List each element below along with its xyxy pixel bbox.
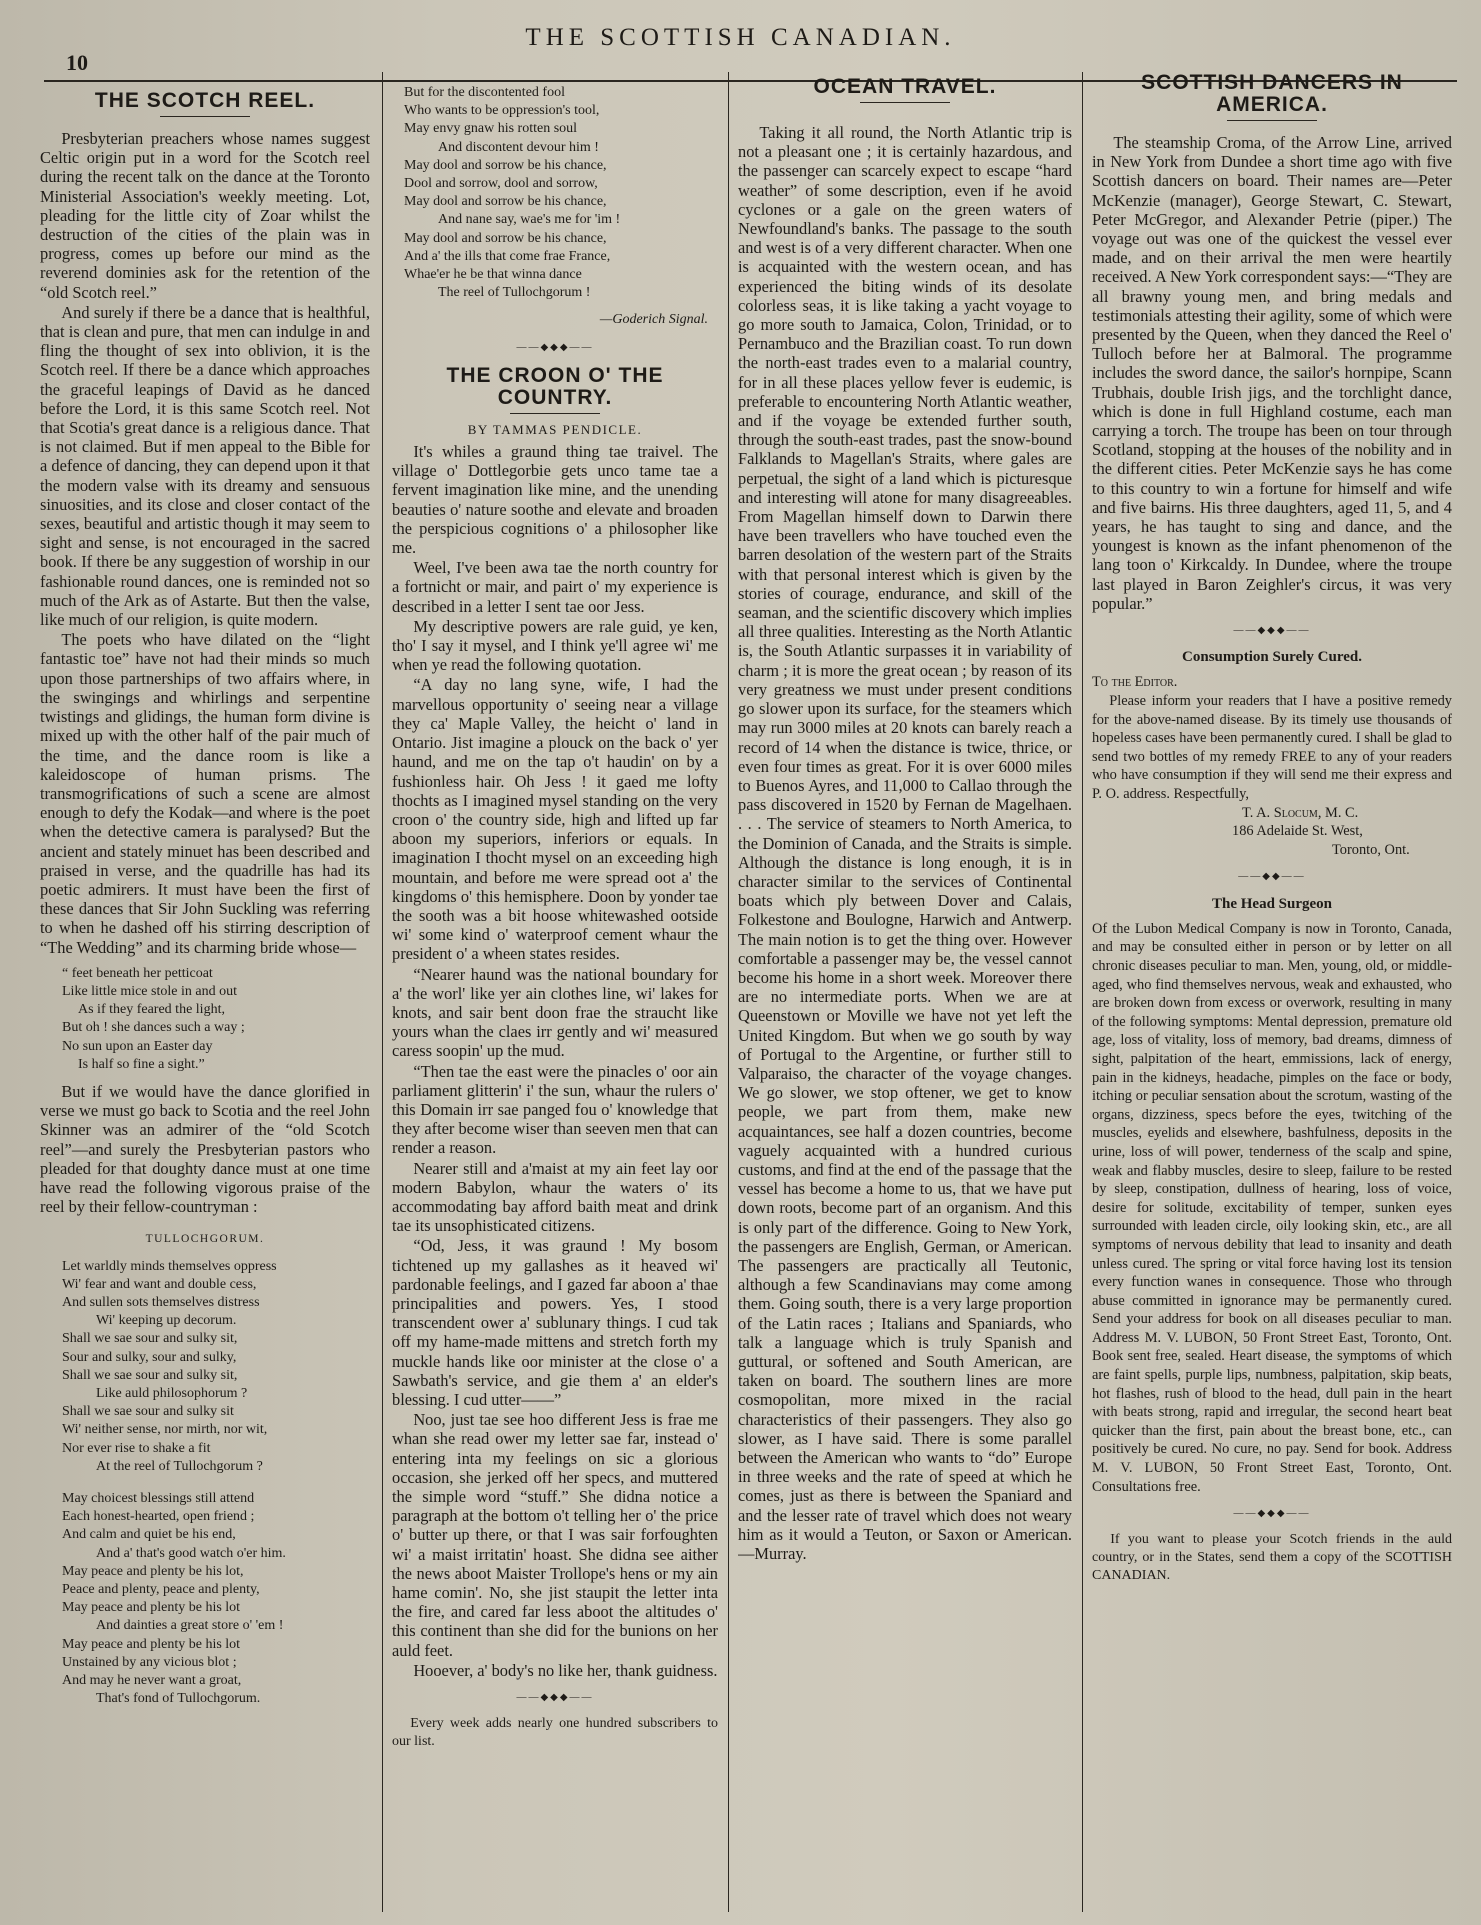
verse-line: Like auld philosophorum ? (96, 1386, 248, 1401)
article-paragraph: “Nearer haund was the national boundary for a' the worl' like yer ain clothes line, wi' lakes for knots, and sair bent doon frae the straucht like yours whan the claes irr gently and wi' measured caress soopin' up the mud. (392, 964, 718, 1061)
section-ornament: ——◆◆◆—— (1233, 1508, 1311, 1520)
verse-line: Like little mice stole in and out (62, 983, 237, 999)
article-paragraph: And surely if there be a dance that is healthful, that is clean and pure, that men can indulge in and fling the thought of sex into oblivion, it is the Scotch reel. If there be a dance which approaches the graceful leapings of David as he danced before the Lord, it is this same Scotch reel. Not that Scotia's great dance is a religious dance. That is not claimed. But if men appeal to the Bible for a defence of dancing, they can depend upon it that the modern valse with its dreamy and sensuous sinuosities, and its close and closer contact of the sexes, beautiful and artistic though it may seem to sight and sense, is not encouraged in the sacred book. If there be any suggestion of worship in our fashionable round dances, one is reminded not so much of the Ark as of Astarte. But then the valse, like much of our religion, is quite modern. (40, 302, 370, 630)
headline-scottish-dancers: SCOTTISH DANCERS IN AMERICA. (1141, 71, 1403, 116)
poem-title: TULLOCHGORUM. (145, 1233, 265, 1246)
article-paragraph: “A day no lang syne, wife, I had the marvellous opportunity o' seeing near a village they ca' Maple Valley, the heicht o' land in Ontario. Jist imagine a plouck on the back o' yer haund, and me on the tap o't haudin' on by a fushionless hair. Oh Jess ! it gaed me lofty thochts as I imagined mysel standing on the very croon o' the country side, high and lifted up far aboon my superiors, inferiors or equals. In imagination I thocht mysel on an exceeding high mountain, and before me were spread oot a' the kingdoms o' this hemisphere. Doon by yonder tae the sooth was a bit hoose whitewashed ootside wi' some kind o' waterproof cement whaur the president o' a wheen states resides. (392, 675, 718, 964)
article-paragraph: My descriptive powers are rale guid, ye ken, tho' I say it mysel, and I think ye'll agree wi' me when ye read the following quotation. (392, 616, 718, 675)
verse-line: Peace and plenty, peace and plenty, (62, 1582, 260, 1598)
verse-line: Is half so fine a sight.” (78, 1056, 205, 1072)
article-paragraph: Taking it all round, the North Atlantic trip is not a pleasant one ; it is certainly hazardous, and the passenger can scarcely expect to escape “hard weather” of some description, even if he avoid cyclones or a gale on the green waters of Newfoundland's banks. The passage to the south and west is of a very different character. When one is acquainted with the western ocean, and has experienced the biting winds of its desolate colorless seas, it is like taking a yacht voyage to go more south to Jamaica, Colon, Trinidad, or to Pernambuco and the Brazilian coast. To run down the north-east trades even to a malarial country, for in all these places yellow fever is eudemic, is preferable to encountering North Atlantic weather, and if the voyage be extended further south, through the south-east trades, past the snow-bound Falklands to Magellan's Straits, where gales are perpetual, the sight of a land which is picturesque and interesting will atone for many disagreeables. From Magellan himself down to Darwin there have been travellers who have touched even the barren desolation of the western part of the Straits with that personal interest which is given by the stories of courage, endurance, and skill of the seaman, and the scientific discovery which implies all three qualities. Interesting as the North Atlantic is, the South Atlantic surpasses it in variability of charm ; it is more the great ocean ; by reason of its very greatness we must under present conditions go slower upon its surface, for the steamers which may run 3000 miles at 20 knots can barely reach a record of 14 when the distance is twice, thrice, or even four times as great. For it is over 6000 miles to Buenos Ayres, and 11,000 to Callao through the pass discovered in 1520 by Fernan de Magelhaen. . . . The service of steamers to North America, to the Dominion of Canada, and the Straits is simple. Although the distance is long enough, it is in character similar to the services of Continental boats which ply between Dover and Calais, Folkestone and Boulogne, Harwich and Antwerp. The main notion is to get the thing over. However comfortable a passenger may be, the vessel cannot become his home in a short week. Moreover there are no intermediate ports. When we are at Queenstown or Moville we have not yet left the United Kingdom. But when we go south by way of Portugal to the Argentine, or further still to Valparaiso, the character of the voyage changes. We go slower, we stop oftener, we get to know people, we part from them, make new acquaintances, see half a dozen countries, become vaguely acquainted with a hundred curious customs, and find at the end of the passage that the vessel has become a home to us, that we have put down roots, become part of an organism. And this is only part of the difference. Going to New York, the passengers are English, German, or American. The passengers are practically all Teutonic, although a few Scandinavians may come among them. Going south, there is a very large proportion of the Latin races ; Italians and Spaniards, who talk a language which is truly Spanish and guttural, or softened and South American, are taken on board. The southern lines are more cosmopolitan, more mixed in the racial characteristics of their passengers. They also go slower, as I have said. There is some parallel between the American who wants to “do” Europe in three weeks and the rate of speed at which he comes, just as there is between the Spaniard and and the lesser rate of travel which does not weary him as it would a Teuton, or Saxon or American.—Murray. (738, 123, 1072, 1564)
section-ornament: ——◆◆◆—— (516, 1692, 594, 1704)
verse-line: Shall we sae sour and sulky sit, (62, 1367, 238, 1383)
verse-line: The reel of Tullochgorum ! (438, 285, 591, 301)
verse-line: And calm and quiet be his end, (62, 1527, 236, 1543)
verse-line: May peace and plenty be his lot, (62, 1563, 244, 1579)
advertisement-title: The Head Surgeon (1211, 895, 1332, 912)
headline-ocean-travel: OCEAN TRAVEL. (813, 75, 997, 98)
verse-line: Sour and sulky, sour and sulky, (62, 1349, 237, 1365)
column-divider (1082, 72, 1083, 1912)
verse-line: May dool and sorrow be his chance, (404, 157, 607, 173)
verse-line: Unstained by any vicious blot ; (62, 1654, 237, 1670)
headline-rule (1227, 120, 1317, 121)
article-paragraph: The steamship Croma, of the Arrow Line, arrived in New York from Dundee a short time ago with five Scottish dancers on board. Their names are—Peter McKenzie (manager), George Stewart, C. Stewart, Peter McGregor, and Alexander Petrie (piper.) The voyage out was one of the quickest the vessel ever made, and on their arrival the men were heartily received. A New York correspondent says:—“They are all brawny young men, and bring medals and testimonials attesting their agility, some of which were presented by the Queen, when they danced the Reel o' Tulloch before her at Balmoral. The programme includes the sword dance, the sailor's hornpipe, Scann Trubhais, double Irish jigs, and the torchlight dance, which is done in full Highland costume, each man carrying a torch. The troupe has been on tour through Scotland, stopping at the houses of the nobility and in the different cities. Peter McKenzie says he has come to this country to win a fortune for himself and wife and five bairns. His three daughters, aged 11, 5, and 4 years, he has taught to sing and dance, and the youngest is known as the infant phenomenon of the lang toon o' Kirkcaldy. In Dundee, where the troupe last played in Baron Zeighler's circus, it was very popular.” (1092, 133, 1452, 613)
verse-line: But for the discontented fool (404, 85, 565, 100)
section-ornament: ——◆◆◆—— (516, 341, 594, 353)
verse-line: May choicest blessings still attend (62, 1491, 255, 1507)
ad-salutation: To the Editor. (1092, 674, 1178, 691)
article-paragraph: Hooever, a' body's no like her, thank guidness. (413, 1660, 718, 1680)
verse-line: And sullen sots themselves distress (62, 1294, 260, 1310)
verse-line: That's fond of Tullochgorum. (96, 1691, 261, 1707)
advertisement-head-surgeon (1092, 920, 1452, 1496)
verse-line: And a' that's good watch o'er him. (96, 1545, 286, 1561)
column-3 (738, 70, 1072, 1910)
headline-croon: THE CROON O' THE COUNTRY. (446, 363, 664, 409)
article-paragraph: But if we would have the dance glorified in verse we must go back to Scotia and the reel John Skinner was an admirer of the “old Scotch reel”—and surely the Presbyterian pastors who pleaded for that doughty dance must at one time have read the following vigorous praise of the reel by their fellow-countryman : (40, 1081, 370, 1217)
verse-line: Shall we sae sour and sulky sit, (62, 1331, 238, 1347)
article-paragraph: Nearer still and a'maist at my ain feet lay oor modern Babylon, whaur the waters o' its accommodating bay afford baith meat and drink tae its unsophisticated citizens. (392, 1158, 718, 1236)
byline: BY TAMMAS PENDICLE. (467, 421, 643, 437)
verse-line: May peace and plenty be his lot (62, 1600, 241, 1616)
verse-line: Wi' neither sense, nor mirth, nor wit, (62, 1422, 268, 1438)
verse-line: But oh ! she dances such a way ; (62, 1020, 245, 1036)
column-2 (392, 70, 718, 1910)
verse-line: Each honest-hearted, open friend ; (62, 1509, 255, 1525)
ad-body: Please inform your readers that I have a positive remedy for the above-named disease. By its timely use thousands of hopeless cases have been permanently cured. I shall be glad to send two bottles of my remedy FREE to any of your readers who have consumption if they will send me their express and P. O. address. Respectfully, (1092, 693, 1452, 803)
article-paragraph: It's whiles a graund thing tae traivel. The village o' Dottlegorbie gets unco tame tae a fervent imagination like mine, and the unending beauties o' nature soothe and elevate and broaden the perspicious cognitions o' a philosopher like me. (392, 442, 718, 558)
ad-body: Of the Lubon Medical Company is now in Toronto, Canada, and may be consulted either in person or by letter on all chronic diseases peculiar to man. Men, young, old, or middle-aged, who find themselves nervous, weak and exhausted, who are broken down from excess or overwork, resulting in many of the following symptoms: Mental depression, premature old age, loss of vitality, loss of memory, bad dreams, dimness of sight, palpitation of the heart, emmissions, lack of energy, pain in the kidneys, headache, pimples on the face or body, itching or peculiar sensation about the scrotum, wasting of the organs, dizziness, specs before the eyes, twitching of the muscles, eyelids and elsewhere, bashfulness, deposits in the urine, loss of will power, tenderness of the scalp and spine, weak and flabby muscles, desire to sleep, failure to be rested by sleep, constipation, dullness of hearing, loss of voice, desire for solitude, excitability of temper, sunken eyes surrounded with leaden circle, oily looking skin, etc., are all symptoms of nervous debility that lead to insanity and death unless cured. The spring or vital force having lost its tension every function wanes in consequence. Those who through abuse committed in ignorance may be permanently cured. Send your address for book on all diseases peculiar to man. Address M. V. LUBON, 50 Front Street East, Toronto, Ont. Book sent free, sealed. Heart disease, the symptoms of which are faint spells, purple lips, numbness, palpitation, skip beats, hot flashes, rush of blood to the head, dull pain in the heart with beats strong, rapid and irregular, the second heart beat quicker than the first, pain about the breast bone, etc., can positively be cured. No cure, no pay. Send for book. Address M. V. LUBON, 50 Front Street East, Toronto, Ont. Consultations free. (1092, 920, 1452, 1495)
signature-city: Toronto, Ont. (1332, 841, 1410, 858)
verse-line: May dool and sorrow be his chance, (404, 230, 607, 246)
verse-line: Wi' keeping up decorum. (96, 1313, 237, 1329)
verse-line: May envy gnaw his rotten soul (404, 121, 578, 137)
verse-line: Who wants to be oppression's tool, (404, 103, 600, 119)
verse-line: “ feet beneath her petticoat (62, 965, 213, 981)
poem-stanza (62, 1258, 370, 1709)
column-divider (728, 72, 729, 1912)
headline-scotch-reel: THE SCOTCH REEL. (94, 89, 316, 112)
verse-line: And discontent devour him ! (438, 139, 599, 155)
verse-line: As if they feared the light, (78, 1002, 225, 1018)
signature-address: 186 Adelaide St. West, (1232, 823, 1363, 840)
verse-line: At the reel of Tullochgorum ? (96, 1458, 263, 1474)
verse-line: Whae'er he be that winna dance (404, 267, 582, 283)
column-divider (382, 72, 383, 1912)
verse-line: Shall we sae sour and sulky sit (62, 1404, 234, 1420)
headline-rule (160, 116, 250, 117)
verse-line: And nane say, wae's me for 'im ! (438, 212, 621, 228)
subscriber-note: Every week adds nearly one hundred subscribers to our list. (392, 1716, 718, 1750)
signature-name: T. A. Slocum, M. C. (1242, 804, 1359, 821)
verse-line: And may he never want a groat, (62, 1673, 242, 1689)
article-paragraph: Presbyterian preachers whose names suggest Celtic origin put in a word for the Scotch reel during the recent talk on the dance at the Toronto Ministerial Association's weekly meeting. Lot, pleading for the little city of Zoar whilst the destruction of the cities of the plain was in progress, comes up before our mind as the reverend dominies ask for the retention of the “old Scotch reel.” (40, 129, 370, 302)
section-ornament: ——◆◆◆—— (1233, 625, 1311, 637)
article-paragraph: Noo, just tae see hoo different Jess is frae me whan she read ower my letter sae far, instead o' entering inta my feelings on sic a glorious occasion, she jerked off her specs, and muttered the simple word “stuff.” She didna notice a paragraph at the bottom o't telling her o' the price o' butter up there, or that I was sair forfoughten wi' a maist irritatin' hoast. She didna see aither the news aboot Maister Trollope's hens or my ain hame comin'. No, she jist staupit the letter inta the fire, and cared far less aboot the altitudes o' this continent than she did for the bunions on her auld feet. (392, 1410, 718, 1660)
advertisement-consumption (1092, 673, 1452, 859)
section-ornament: ——◆◆—— (1238, 871, 1306, 883)
ad-signature (1092, 804, 1452, 860)
poem-credit: —Goderich Signal. (599, 312, 708, 328)
promo-note: If you want to please your Scotch friends in the auld country, or in the States, send them a copy of the SCOTTISH CANADIAN. (1092, 1532, 1452, 1584)
verse-line: And dainties a great store o' 'em ! (96, 1618, 284, 1634)
verse-line: Wi' fear and want and double cess, (62, 1276, 257, 1292)
verse-quote (62, 965, 370, 1074)
verse-line: Let warldly minds themselves oppress (62, 1258, 277, 1274)
column-4 (1092, 70, 1452, 1910)
advertisement-title: Consumption Surely Cured. (1182, 649, 1362, 666)
article-paragraph: The poets who have dilated on the “light fantastic toe” have not had their minds so much upon those partnerships of two affairs where, in the swingings and whirlings and serpentine twistings and glidings, the human form divine is mixed up with the other half of the pair much of the time, and the dance room is like a kaleidoscope of human prisms. The transmogrifications of such a scene are almost enough to defy the Kodak—and where is the poet when the detective camera is paralysed? But the ancient and stately minuet has been described and praised in verse, and the quadrille has had its poetic admirers. It must have been the first of these dances that Sir John Suckling was referring to when he dashed off his stirring description of “The Wedding” and its charming bride whose— (40, 630, 370, 957)
headline-rule (860, 102, 950, 103)
column-1 (40, 70, 370, 1910)
article-paragraph: “Then tae the east were the pinacles o' oor ain parliament glitterin' i' the sun, whaur the rulers o' this Domain irr sae panged fou o' knowledge that they after become wiser than seeven men that can render a reason. (392, 1061, 718, 1158)
verse-line: Nor ever rise to shake a fit (62, 1440, 211, 1456)
article-paragraph: Weel, I've been awa tae the north country for a fortnicht or mair, and pairt o' my experience is described in a letter I sent tae oor Jess. (392, 558, 718, 616)
verse-line: May peace and plenty be his lot (62, 1636, 241, 1652)
paper-title: THE SCOTTISH CANADIAN. (525, 24, 956, 51)
verse-line: And a' the ills that come frae France, (404, 248, 611, 264)
verse-line: Dool and sorrow, dool and sorrow, (404, 176, 598, 192)
headline-rule (510, 413, 600, 414)
poem-stanza-continued (404, 84, 718, 302)
masthead (0, 14, 1481, 74)
article-paragraph: “Od, Jess, it was graund ! My bosom tichtened up my gallashes as it heaved wi' pardonable feelings, and I gazed far aboon a' thae principalities and powers. Yes, I stood transcendent ower a' sublunary things. I cud tak off my hame-made mittens and stretch forth my muckle hands like oor minister at the close o' a Sawbath's service, and gie them a' an elder's blessing. I cud utter——” (392, 1236, 718, 1409)
verse-line: May dool and sorrow be his chance, (404, 194, 607, 210)
page-number: 10 (66, 50, 88, 75)
verse-line: No sun upon an Easter day (62, 1038, 213, 1054)
